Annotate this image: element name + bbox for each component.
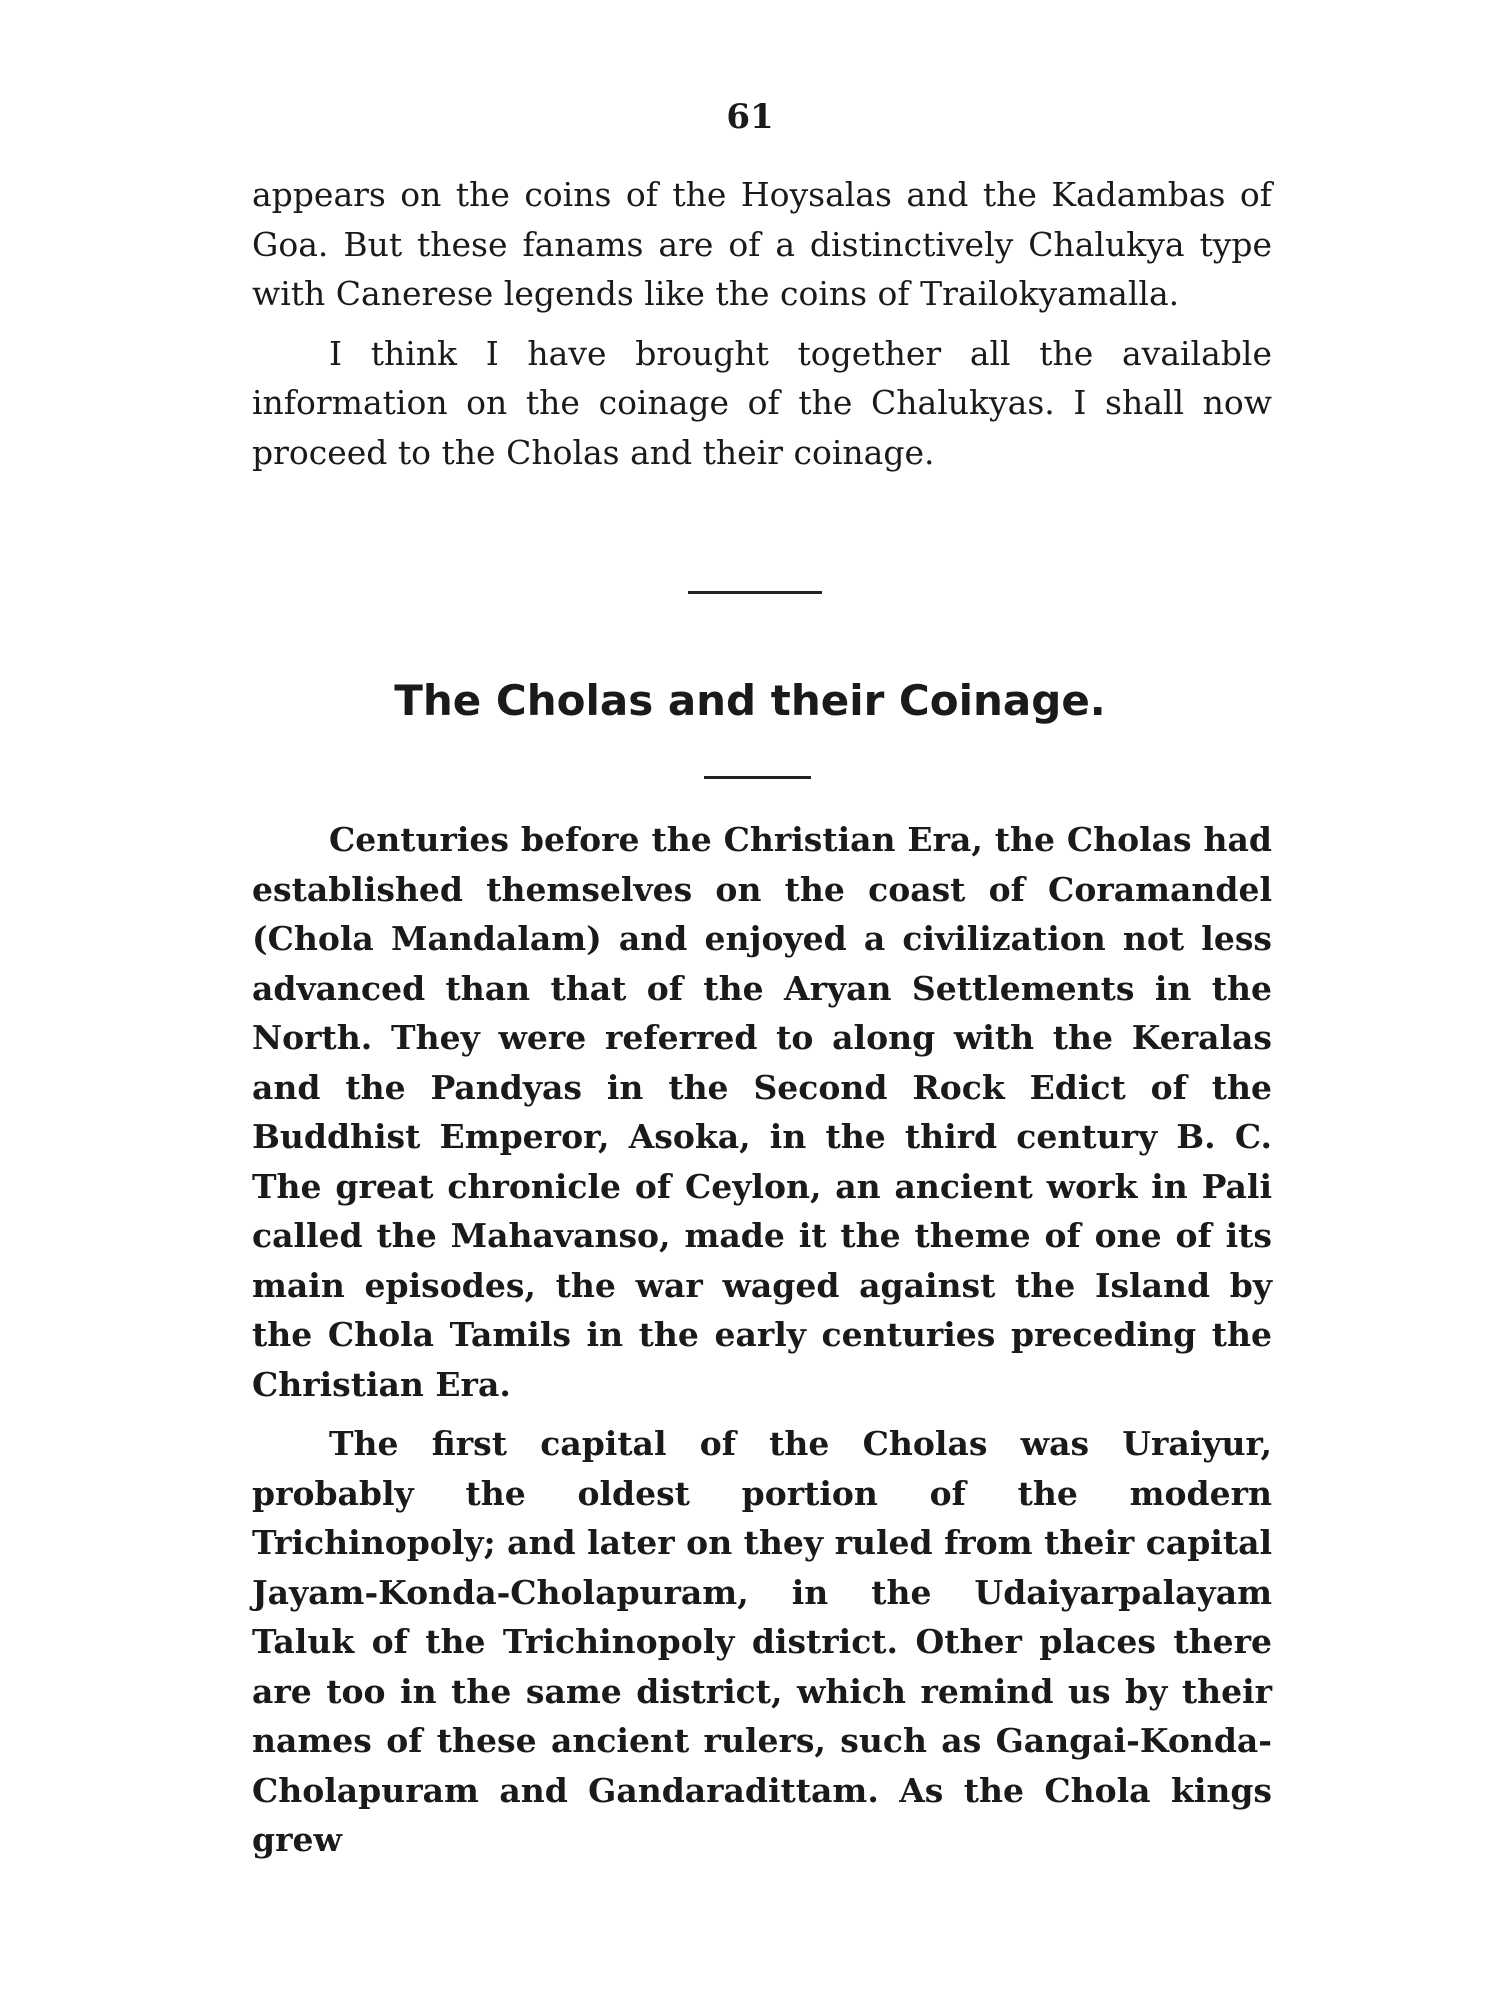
paragraph: I think I have brought together all the available information on the coinage of the Chalukyas. I shall now proceed to the Cholas and their coinage. <box>252 333 1272 472</box>
intro-text <box>252 170 1272 477</box>
section-heading: The Cholas and their Coinage. <box>394 676 1106 725</box>
section-divider-bottom <box>704 776 811 779</box>
page-number: 61 <box>726 97 774 137</box>
paragraph: The first capital of the Cholas was Uraiyur, probably the oldest portion of the modern Trichinopoly; and later on they ruled from their capital Jayam-Konda-Cholapuram, in the Udaiyarpalayam Taluk of the Trichinopoly district. Other places there are too in the same district, which remind us by their names of these ancient rulers, such as Gangai-Konda-Cholapuram and Gandaradittam. As the Chola kings grew <box>252 1424 1272 1859</box>
section-divider-top <box>688 591 822 594</box>
paragraph: Centuries before the Christian Era, the Cholas had established themselves on the coast of Coramandel (Chola Mandalam) and enjoyed a civilization not less advanced than that of the Aryan Settlements in the North. They were referred to along with the Keralas and the Pandyas in the Second Rock Edict of the Buddhist Emperor, Asoka, in the third century B. C. The great chronicle of Ceylon, an ancient work in Pali called the Mahavanso, made it the theme of one of its main episodes, the war waged against the Island by the Chola Tamils in the early centuries preceding the Christian Era. <box>252 820 1272 1404</box>
section-body <box>252 815 1272 1865</box>
paragraph: appears on the coins of the Hoysalas and the Kadambas of Goa. But these fanams are of a distinctively Chalukya type with Canerese legends like the coins of Trailokyamalla. <box>252 175 1272 313</box>
